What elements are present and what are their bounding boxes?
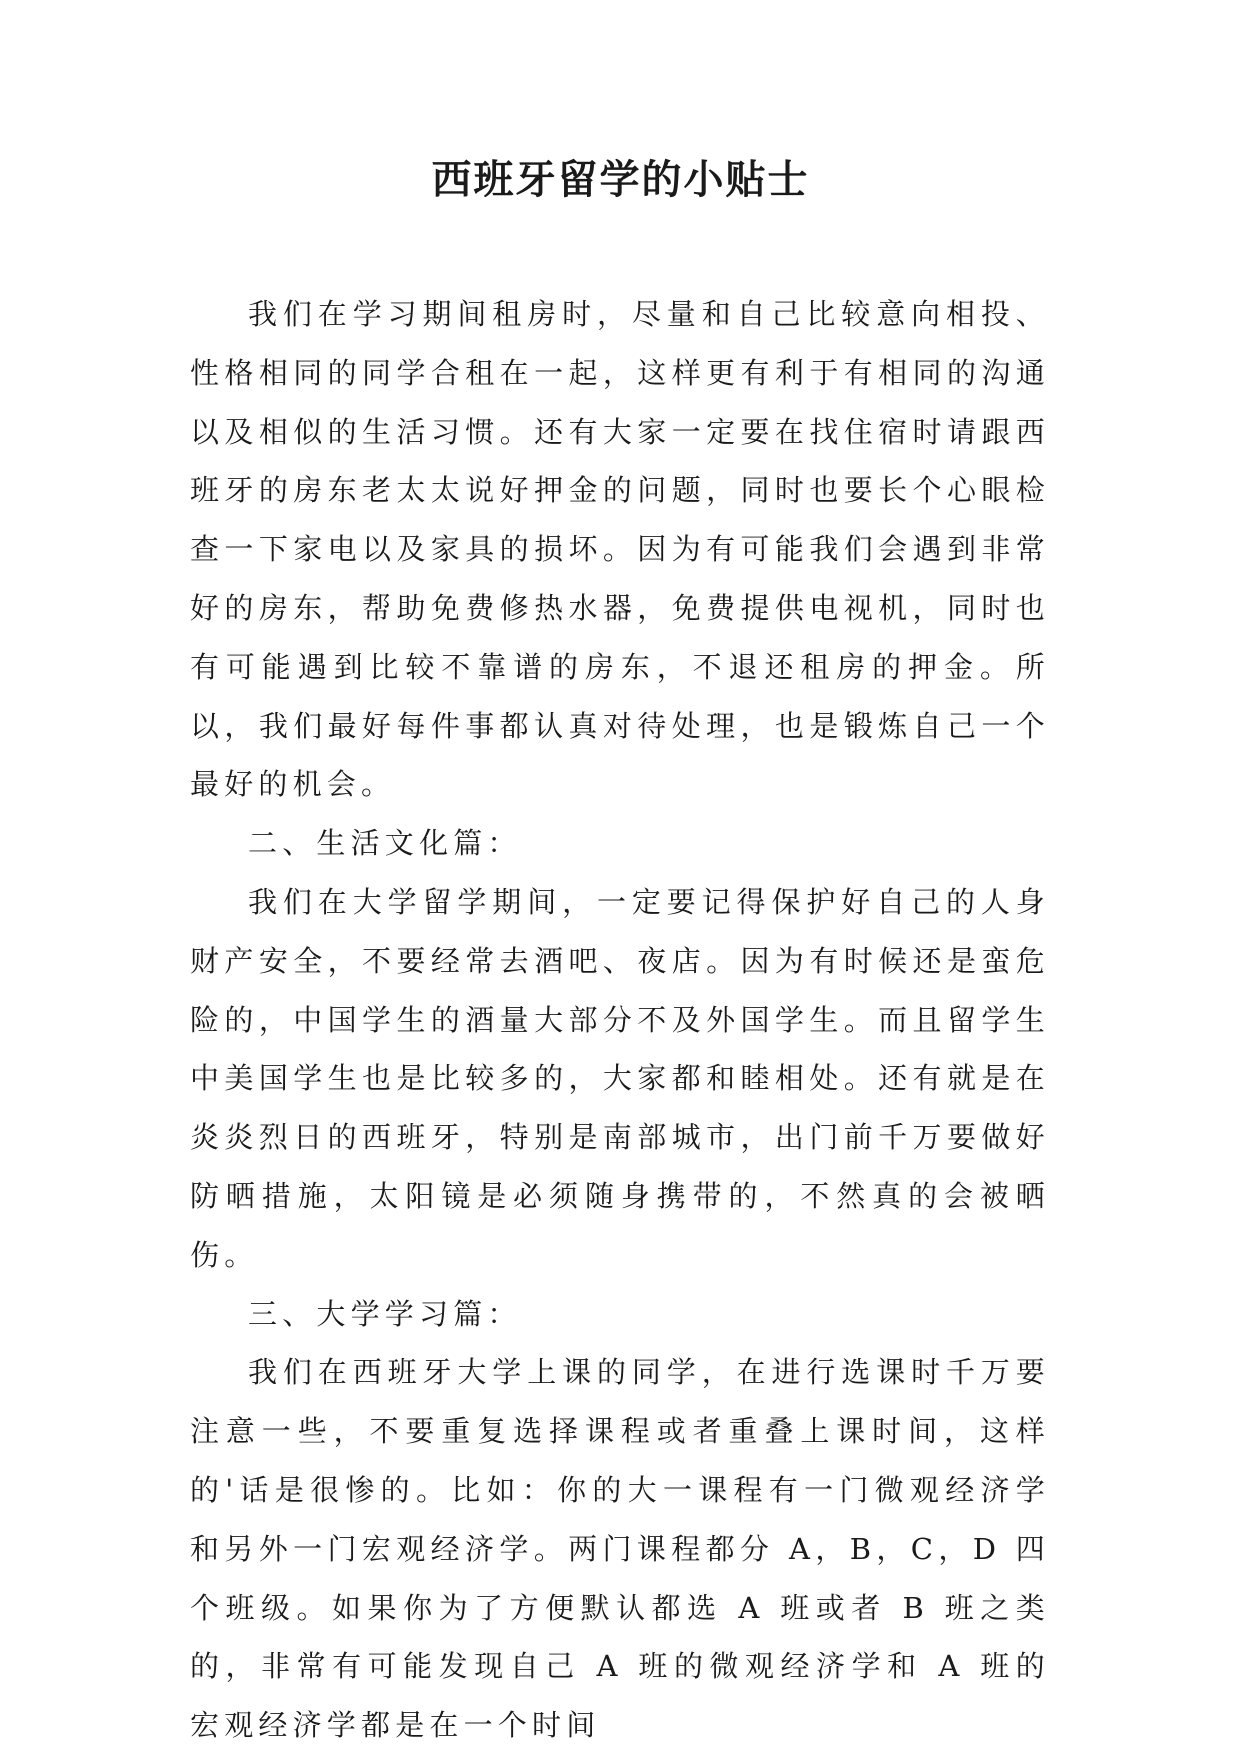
- paragraph-life-culture: 我们在大学留学期间，一定要记得保护好自己的人身财产安全，不要经常去酒吧、夜店。因为有时候还是蛮危险的，中国学生的酒量大部分不及外国学生。而且留学生中美国学生也是比较多的，大家都和睦相处。还有就是在炎炎烈日的西班牙，特别是南部城市，出门前千万要做好防晒措施，太阳镜是必须随身携带的，不然真的会被晒伤。: [190, 884, 1050, 1272]
- document-body: [190, 285, 1050, 1755]
- section-heading-life-culture: 二、生活文化篇：: [248, 826, 522, 861]
- paragraph-housing: 我们在学习期间租房时，尽量和自己比较意向相投、性格相同的同学合租在一起，这样更有利于有相同的沟通以及相似的生活习惯。还有大家一定要在找住宿时请跟西班牙的房东老太太说好押金的问题，同时也要长个心眼检查一下家电以及家具的损坏。因为有可能我们会遇到非常好的房东，帮助免费修热水器，免费提供电视机，同时也有可能遇到比较不靠谱的房东，不退还租房的押金。所以，我们最好每件事都认真对待处理，也是锻炼自己一个最好的机会。: [190, 297, 1050, 802]
- section-heading-university-study: 三、大学学习篇：: [248, 1296, 522, 1331]
- paragraph-university-study: 我们在西班牙大学上课的同学，在进行选课时千万要注意一些，不要重复选择课程或者重叠上课时间，这样的'话是很惨的。比如：你的大一课程有一门微观经济学和另外一门宏观经济学。两门课程都分 A，B，C，D 四个班级。如果你为了方便默认都选 A 班或者 B 班之类的，非常有可能发现自己 A 班的微观经济学和 A 班的宏观经济学都是在一个时间: [190, 1355, 1050, 1743]
- document-title: 西班牙留学的小贴士: [431, 156, 810, 203]
